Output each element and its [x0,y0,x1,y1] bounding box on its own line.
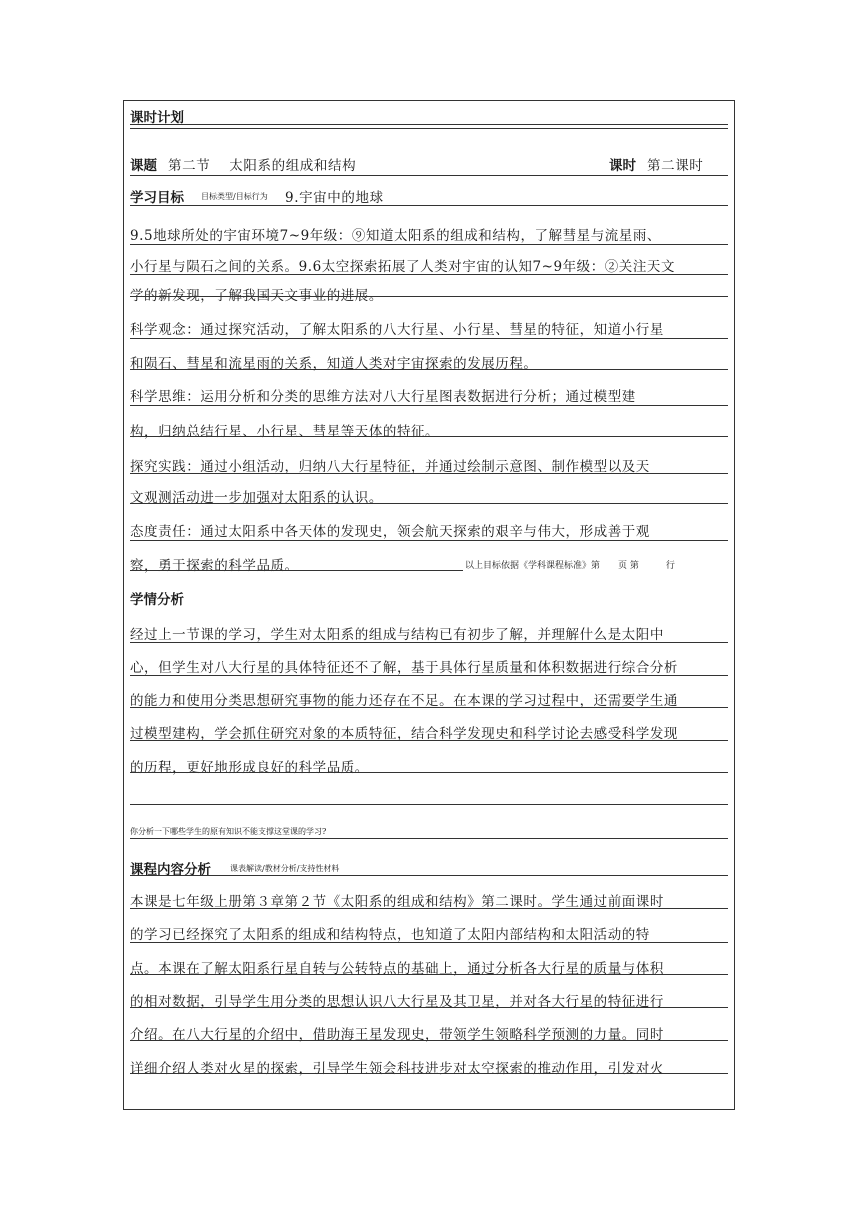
learner-line-4: 过模型建构，学会抓住研究对象的本质特征，结合科学发现史和科学讨论去感受科学发现 [130,726,678,742]
goals-line-3: 学的新发现，了解我国天文事业的进展。 [130,288,383,304]
attitude-line-1-rule [130,540,728,541]
content-line-6-rule [130,1073,728,1074]
content-label: 课程内容分析 [130,862,211,878]
thinking-line-1: 科学思维：运用分析和分类的思维方法对八大行星图表数据进行分析；通过模型建 [130,389,636,405]
concept-line-1: 科学观念：通过探究活动，了解太阳系的八大行星、小行星、彗星的特征，知道小行星 [130,322,664,338]
concept-line-2-rule [130,369,728,370]
attitude-line-2-rule [130,570,463,571]
practice-line-2-rule [130,503,728,504]
content-line-1-rule [130,908,728,909]
attitude-line-1: 态度责任：通过太阳系中各天体的发现史，领会航天探索的艰辛与伟大，形成善于观 [130,524,650,540]
learner-line-1-rule [130,642,728,643]
content-subtitle: 课表解读/教材分析/支持性材料 [230,864,340,873]
content-line-4-rule [130,1007,728,1008]
content-line-2: 的学习已经探究了太阳系的组成和结构特点，也知道了太阳内部结构和太阳活动的特 [130,927,650,943]
period-value: 第二课时 [647,158,704,174]
learner-blank-rule [130,804,728,805]
goals-topic: 9.宇宙中的地球 [285,190,384,206]
goals-line-1: 9.5地球所处的宇宙环境7~9年级：⑨知道太阳系的组成和结构，了解彗星与流星雨、 [130,228,661,244]
goals-rule [130,205,728,206]
practice-line-1-rule [130,473,728,474]
goals-line-2: 小行星与陨石之间的关系。9.6太空探索拓展了人类对宇宙的认知7~9年级：②关注天文 [130,259,676,275]
content-line-5-rule [130,1040,728,1041]
learner-line-1: 经过上一节课的学习，学生对太阳系的组成与结构已有初步了解，并理解什么是太阳中 [130,627,664,643]
concept-line-1-rule [130,338,728,339]
thinking-line-2: 构，归纳总结行星、小行星、彗星等天体的特征。 [130,424,440,440]
content-line-1: 本课是七年级上册第３章第２节《太阳系的组成和结构》第二课时。学生通过前面课时 [130,894,664,910]
content-line-3: 点。本课在了解太阳系行星自转与公转特点的基础上，通过分析各大行星的质量与体积 [130,961,664,977]
header-title: 课时计划 [130,110,184,126]
learner-label: 学情分析 [130,592,184,608]
content-line-2-rule [130,942,728,943]
concept-line-2: 和陨石、彗星和流星雨的关系，知道人类对宇宙探索的发展历程。 [130,356,538,372]
learner-line-3-rule [130,707,728,708]
thinking-line-1-rule [130,405,728,406]
learner-line-5-rule [130,772,728,773]
learner-question-rule [130,838,728,839]
period-label: 课时 [609,158,636,174]
content-line-4: 的相对数据，引导学生用分类的思想认识八大行星及其卫星，并对各大行星的特征进行 [130,994,664,1010]
topic-value: 第二节 太阳系的组成和结构 [168,158,357,174]
content-line-5: 介绍。在八大行星的介绍中，借助海王星发现史，带领学生领略科学预测的力量。同时 [130,1027,664,1043]
practice-line-2: 文观测活动进一步加强对太阳系的认识。 [130,490,383,506]
practice-line-1: 探究实践：通过小组活动，归纳八大行星特征，并通过绘制示意图、制作模型以及天 [130,459,650,475]
content-line-6: 详细介绍人类对火星的探索，引导学生领会科技进步对太空探索的推动作用，引发对火 [130,1061,664,1077]
thinking-line-2-rule [130,436,728,437]
goals-source-note: 以上目标依据《学科课程标准》第 页 第 行 [465,561,675,571]
attitude-line-2: 察，勇于探索的科学品质。 [130,558,299,574]
topic-rule [130,175,728,176]
learner-line-5: 的历程，更好地形成良好的科学品质。 [130,760,369,776]
header-rule [130,124,728,129]
goals-line-2-rule [130,274,728,275]
goals-line-1-rule [130,244,728,245]
content-header-rule [130,875,728,876]
content-line-3-rule [130,974,728,975]
learner-line-4-rule [130,740,728,741]
learner-line-3: 的能力和使用分类思想研究事物的能力还存在不足。在本课的学习过程中，还需要学生通 [130,693,678,709]
learner-line-2: 心，但学生对八大行星的具体特征还不了解，基于具体行星质量和体积数据进行综合分析 [130,660,678,676]
learner-question: 你分析一下哪些学生的原有知识不能支撑这堂课的学习? [130,827,327,836]
topic-label: 课题 [130,158,157,174]
goals-label: 学习目标 [130,190,184,206]
goals-line-3-rule [130,296,728,297]
learner-line-2-rule [130,675,728,676]
goals-subtitle: 目标类型/目标行为 [201,192,268,201]
